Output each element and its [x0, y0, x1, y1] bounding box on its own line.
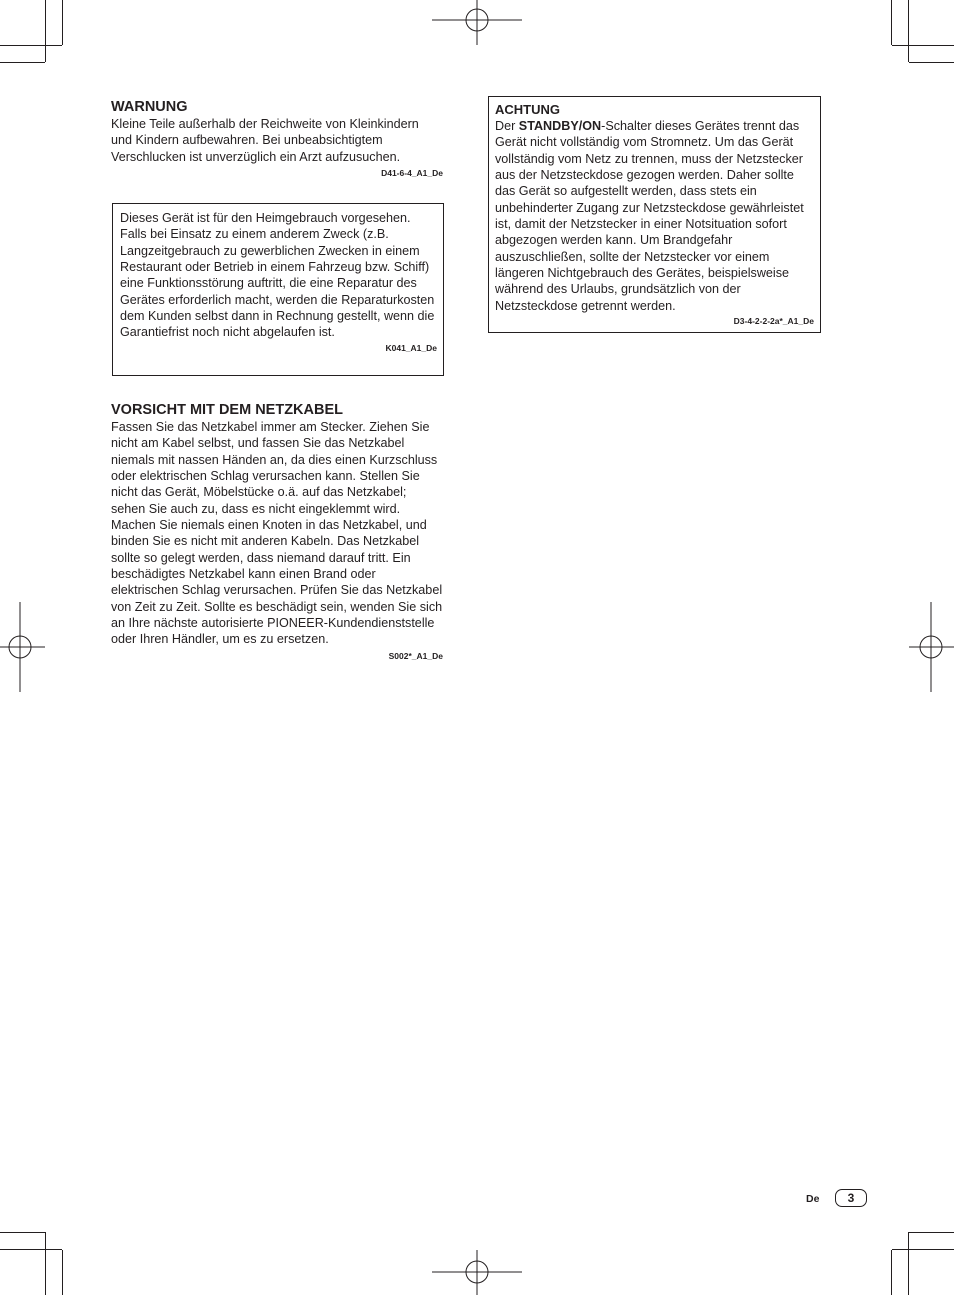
registration-mark-icon [909, 602, 954, 692]
heimgebrauch-text: Dieses Gerät ist für den Heimgebrauch vorgesehen. Falls bei Einsatz zu einem anderem Zweck (z.B. Langzeitgebrauch zu gewerblichen Zwecken in einem Restaurant oder Betrieb in einem Fahrzeug bzw. Schiff) eine Funktionsstörung auftritt, die eine Reparatur des Gerätes erforderlich macht, werden die Reparaturkosten dem Kunden selbst dann in Rechnung gestellt, wenn die Garantiefrist noch nicht abgelaufen ist. [120, 211, 435, 340]
crop-mark [62, 1250, 63, 1295]
netzkabel-text: Fassen Sie das Netzkabel immer am Stecker. Ziehen Sie nicht am Kabel selbst, und fassen Sie das Netzkabel niemals mit nassen Händen an, da dies einen Kurzschluss oder elektrischen Schlag verursachen kann. Stellen Sie nicht das Gerät, Möbelstücke o.ä. auf das Netzkabel; sehen Sie auch zu, dass es nicht eingeklemmt wird. Machen Sie niemals einen Knoten in das Netzkabel, und binden Sie es nicht mit anderen Kabeln. Das Netzkabel sollte so gelegt werden, dass niemand darauf tritt. Ein beschädigtes Netzkabel kann einen Brand oder elektrischen Schlag verursachen. Prüfen Sie das Netzkabel von Zeit zu Zeit. Sollte es beschädigt sein, wenden Sie sich an Ihre nächste autorisierte PIONEER-Kundendienststelle oder Ihren Händler, um es zu ersetzen. [111, 420, 443, 647]
crop-mark [908, 1232, 909, 1295]
crop-mark [45, 1232, 46, 1295]
standby-on-label: STANDBY/ON [518, 119, 602, 133]
crop-mark [0, 62, 45, 63]
heimgebrauch-box [112, 203, 444, 376]
netzkabel-code: S002*_A1_De [388, 650, 443, 661]
crop-mark [891, 1250, 892, 1295]
crop-mark [892, 1249, 954, 1250]
achtung-heading: ACHTUNG [495, 102, 560, 117]
achtung-box [488, 96, 821, 333]
crop-mark [908, 0, 909, 62]
crop-mark [892, 45, 954, 46]
crop-mark [45, 0, 46, 62]
crop-mark [891, 0, 892, 45]
warnung-code: D41-6-4_A1_De [381, 168, 443, 179]
achtung-code: D3-4-2-2-2a*_A1_De [733, 316, 814, 327]
achtung-text-post: -Schalter dieses Gerätes trennt das Gerät nicht vollständig vom Stromnetz. Um das Gerät vollständig vom Netz zu trennen, muss der Netzstecker aus der Netzsteckdose gezogen werden. Daher sollte das Gerät so aufgestellt werden, dass stets ein unbehinderter Zugang zur Netzsteckdose gewährleistet ist, damit der Netzstecker in einer Notsituation sofort abgezogen werden kann. Um Brandgefahr auszuschließen, sollte der Netzstecker vor einem längeren Nichtgebrauch des Gerätes, beispielsweise während des Urlaubs, grundsätzlich von der Netzsteckdose getrennt werden. [495, 119, 804, 313]
warnung-section [111, 99, 443, 179]
registration-mark-icon [432, 0, 522, 45]
page-number: 3 [835, 1189, 867, 1207]
achtung-text [495, 118, 814, 314]
crop-mark [0, 1232, 45, 1233]
crop-mark [909, 1232, 954, 1233]
registration-mark-icon [0, 602, 45, 692]
crop-mark [0, 1249, 62, 1250]
crop-mark [0, 45, 62, 46]
heimgebrauch-code: K041_A1_De [385, 342, 437, 353]
language-label: De [806, 1193, 820, 1205]
warnung-heading: WARNUNG [111, 99, 188, 115]
crop-mark [909, 62, 954, 63]
netzkabel-section [111, 402, 443, 662]
achtung-text-pre: Der [495, 119, 519, 133]
warnung-text: Kleine Teile außerhalb der Reichweite von Kleinkindern und Kindern aufbewahren. Bei unbeabsichtigtem Verschlucken ist unverzüglich ein Arzt aufzusuchen. [111, 117, 419, 164]
netzkabel-heading: VORSICHT MIT DEM NETZKABEL [111, 402, 343, 418]
crop-mark [62, 0, 63, 45]
registration-mark-icon [432, 1250, 522, 1295]
